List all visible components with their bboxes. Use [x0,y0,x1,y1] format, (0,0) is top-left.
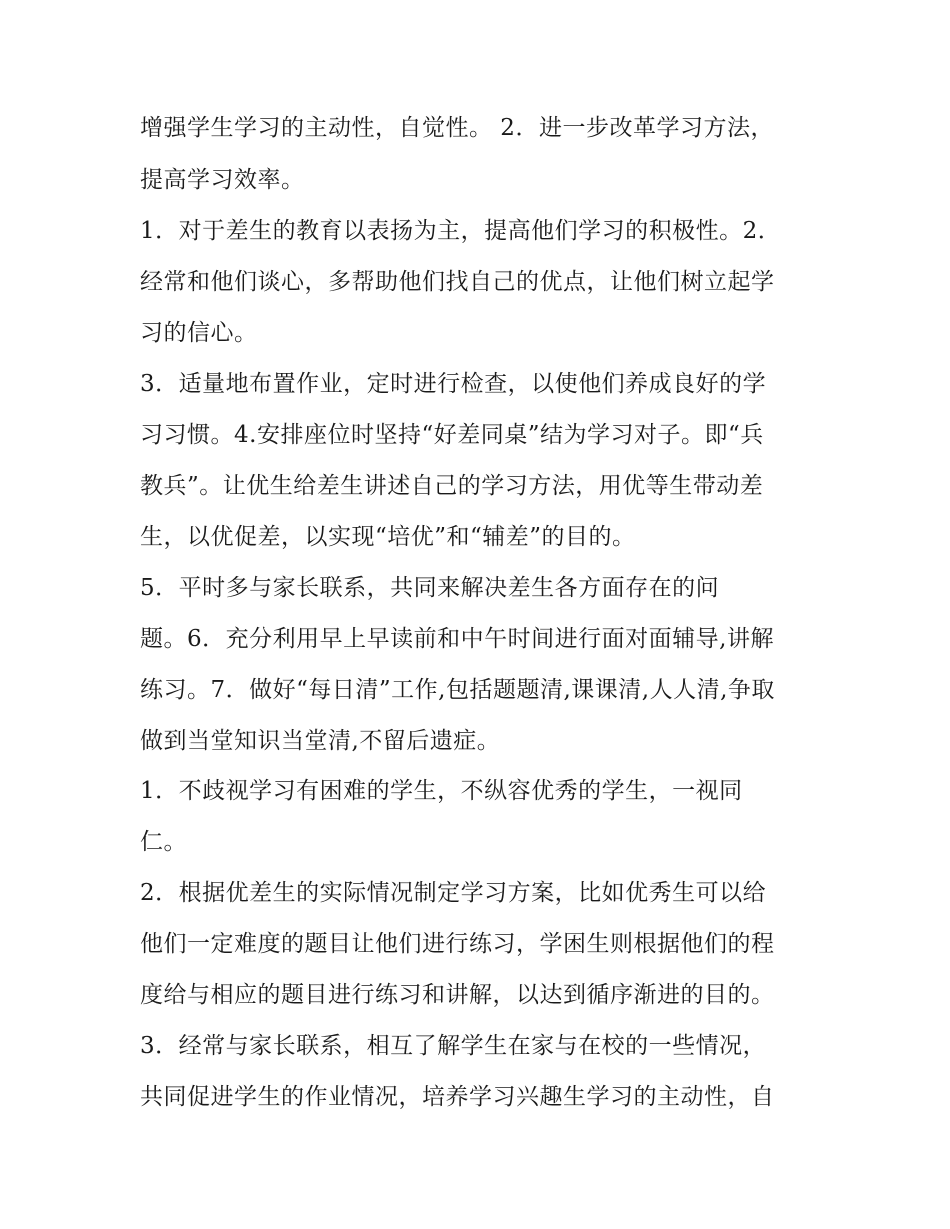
text-line: 他们一定难度的题目让他们进行练习，学困生则根据他们的程 [140,931,775,957]
text-line: 练习。7．做好“每日清”工作,包括题题清,课课清,人人清,争取 [140,677,775,703]
text-line: 仁。 [140,829,187,855]
text-line: 增强学生学习的主动性，自觉性。 2．进一步改革学习方法， [140,115,774,141]
text-line: 做到当堂知识当堂清,不留后遗症。 [140,728,501,754]
text-line: 经常和他们谈心，多帮助他们找自己的优点，让他们树立起学 [140,269,775,295]
text-line: 5．平时多与家长联系，共同来解决差生各方面存在的问 [140,575,720,601]
text-line: 2．根据优差生的实际情况制定学习方案，比如优秀生可以给 [140,880,767,906]
text-line: 教兵”。让优生给差生讲述自己的学习方法，用优等生带动差 [140,473,764,499]
text-line: 题。6．充分利用早上早读前和中午时间进行面对面辅导,讲解 [140,626,774,652]
text-line: 1．对于差生的教育以表扬为主，提高他们学习的积极性。2． [140,218,782,244]
text-line: 3．经常与家长联系，相互了解学生在家与在校的一些情况， [140,1033,767,1059]
text-line: 习习惯。4.安排座位时坚持“好差同桌”结为学习对子。即“兵 [140,422,764,448]
text-line: 提高学习效率。 [140,167,305,193]
text-line: 3．适量地布置作业，定时进行检查，以使他们养成良好的学 [140,371,767,397]
text-line: 度给与相应的题目进行练习和讲解，以达到循序渐进的目的。 [140,982,775,1008]
text-line: 生，以优促差，以实现“培优”和“辅差”的目的。 [140,524,636,550]
text-line: 1．不歧视学习有困难的学生，不纵容优秀的学生，一视同 [140,778,743,804]
text-line: 共同促进学生的作业情况，培养学习兴趣生学习的主动性，自 [140,1084,775,1110]
text-line: 习的信心。 [140,320,258,346]
